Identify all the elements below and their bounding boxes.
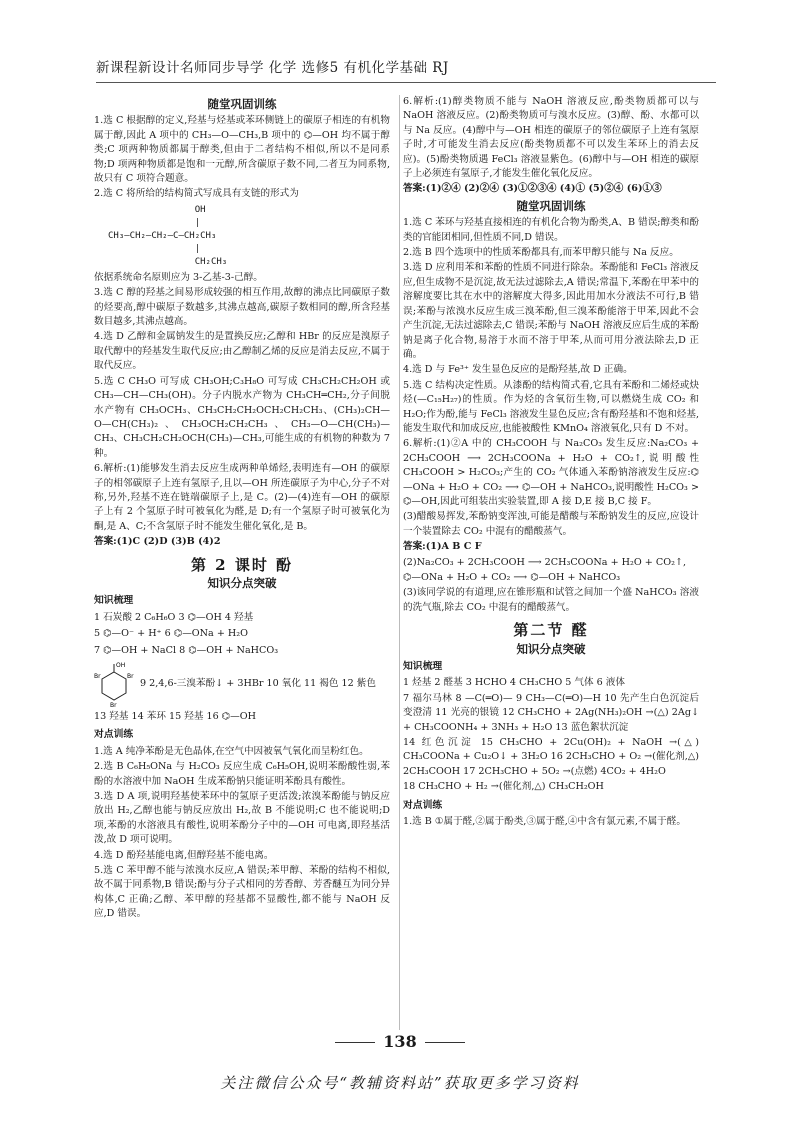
lesson-title: 第 2 课时 酚 xyxy=(190,555,294,574)
svg-text:OH: OH xyxy=(116,662,126,669)
lesson-subtitle: 知识分点突破 xyxy=(207,575,277,590)
knowledge-heading: 知识梳理 xyxy=(94,595,134,607)
aldehyde-knowledge-1: 1 烃基 2 醛基 3 HCHO 4 CH₃CHO 5 气体 6 液体 xyxy=(403,677,625,689)
section-title-aldehyde: 第二节 醛 xyxy=(513,621,589,640)
consolidation-key-3: ⌬—ONa + H₂O + CO₂ ⟶ ⌬—OH + NaHCO₃ xyxy=(403,572,621,583)
knowledge-line-3: 7 ⌬—OH + NaCl 8 ⌬—OH + NaHCO₃ xyxy=(94,644,279,656)
svg-text:Br: Br xyxy=(110,702,117,708)
footer-watermark-note: 关注微信公众号“教辅资料站”获取更多学习资料 xyxy=(220,1074,580,1092)
page-number-dash-left xyxy=(335,1042,375,1043)
practice-5: 5.选 C 苯甲醇不能与浓溴水反应,A 错误;苯甲醇、苯酚的结构不相似,故不属于同系物,B 错误;酚与分子式相同的芳香醇、芳香醚互为同分异构体,C 正确;乙醇、苯甲醇的羟基都不显酸性,都不能与 NaOH 反应,D 错误。 xyxy=(94,865,390,920)
aldehyde-knowledge-2: 7 福尔马林 8 —C(═O)— 9 CH₃—C(═O)—H 10 先产生白色沉淀后变澄清 11 光亮的银镜 12 CH₃CHO + 2Ag(NH₃)₂OH →(△) 2Ag↓ + CH₃COONH₄ + 3NH₃ + H₂O 13 蓝色絮状沉淀 xyxy=(403,692,699,733)
aldehyde-practice-1: 1.选 B ①属于醛,②属于酚类,③属于醛,④中含有氯元素,不属于醛。 xyxy=(403,816,686,828)
answer-3: 3.选 C 醇的羟基之间易形成较强的相互作用,故醇的沸点比同碳原子数的烃要高,醇中碳原子数越多,其沸点越高,碳原子数相同的醇,所含羟基数目越多,其沸点越高。 xyxy=(94,287,390,328)
answer-6: 6.解析:(1)能够发生消去反应生成两种单烯烃,表明连有—OH 的碳原子的相邻碳原子上连有氢原子,且以—OH 所连碳原子为中心,分子不对称,另外,羟基不连在链端碳原子上,是 C。(2)—(4)连有—OH 的碳原子上有 2 个氢原子时可被氧化为醛,是 D;有一个氢原子时可被氧化为酮,是 A、C;不含氢原子时不能发生催化氧化,是 B。 xyxy=(94,463,390,532)
knowledge-line-4: OH Br Br Br 9 2,4,6-三溴苯酚↓ + 3HBr 10 氧化 11 褐色 12 紫色 xyxy=(94,662,376,708)
consolidation-5: 5.选 C 结构决定性质。从漆酚的结构简式看,它具有苯酚和二烯烃或炔烃(—C₁₅H₂₇)的性质。作为烃的含氧衍生物,可以燃烧生成 CO₂ 和 H₂O;作为酚,能与 FeCl₃ 溶液发生显色反应;含有酚羟基和不饱和烃基,能发生取代和加成反应,也能被酸性 KMnO₄ 溶液氧化,只有 D 不对。 xyxy=(403,379,699,434)
answer-2: 2.选 C 将所给的结构简式写成具有支链的形式为 xyxy=(94,188,299,200)
consolidation-6: 6.解析:(1)②A 中的 CH₃COOH 与 Na₂CO₃ 发生反应:Na₂CO₃ + 2CH₃COOH ⟶ 2CH₃COONa + H₂O + CO₂↑,说明酸性 CH₃COOH > H₂CO₃;产生的 CO₂ 气体通入苯酚钠溶液发生反应:⌬—ONa + H₂O + CO₂ ⟶ ⌬—OH + NaHCO₃,说明酸性 H₂CO₃ > ⌬—OH,因此可组装出实验装置,即 A 接 D,E 接 B,C 接 F。 xyxy=(403,438,699,507)
aldehyde-knowledge-4: 18 CH₃CHO + H₂ →(催化剂,△) CH₃CH₂OH xyxy=(403,781,604,793)
practice-3: 3.选 D A 项,说明羟基使苯环中的氢原子更活泼;浓溴苯酚能与钠反应放出 H₂,乙醇也能与钠反应放出 H₂,故 B 不能说明;C 也不能说明;D 项,苯酚的水溶液具有酸性,说明苯酚分子中的—OH 可电离,即羟基活泼,故 D 项可说明。 xyxy=(94,791,390,846)
svg-text:Br: Br xyxy=(127,673,134,680)
consolidation-key-1: 答案:(1)A B C F xyxy=(403,541,482,553)
consolidation-3: 3.选 D 应利用苯和苯酚的性质不同进行除杂。苯酚能和 FeCl₃ 溶液反应,但生成物不是沉淀,故无法过滤除去,A 错误;常温下,苯酚在甲苯中的溶解度要比其在水中的溶解度大得多,因此用加水分液法不可行,B 错误;苯酚与浓溴水反应生成三溴苯酚,但三溴苯酚能溶于甲苯,因此不会产生沉淀,无法过滤除去,C 错误;苯酚与 NaOH 溶液反应后生成的苯酚钠是离子化合物,易溶于水而不溶于甲苯,从而可用分液法除去,D 正确。 xyxy=(403,262,700,360)
page-number-dash-right xyxy=(425,1042,465,1043)
practice-heading: 对点训练 xyxy=(94,729,134,741)
structural-formula: OH | CH₃—CH₂—CH₂—C—CH₂CH₃ | CH₂CH₃ xyxy=(108,204,228,267)
knowledge-line-2: 5 ⌬—O⁻ + H⁺ 6 ⌬—ONa + H₂O xyxy=(94,628,248,640)
consolidation-6b: (3)醋酸易挥发,苯酚钠变浑浊,可能是醋酸与苯酚钠发生的反应,应设计一个装置除去 CO₂ 中混有的醋酸蒸气。 xyxy=(403,511,699,537)
knowledge-line-1: 1 石炭酸 2 C₆H₆O 3 ⌬—OH 4 羟基 xyxy=(94,611,254,623)
tribromophenol-structure-icon xyxy=(94,660,134,708)
answer-6-continued-key: 答案:(1)②④ (2)②④ (3)①②③④ (4)① (5)②④ (6)①③ xyxy=(403,183,662,195)
aldehyde-knowledge-3: 14 红色沉淀 15 CH₃CHO + 2Cu(OH)₂ + NaOH →(△) CH₃COONa + Cu₂O↓ + 3H₂O 16 2CH₃CHO + O₂ →(催化剂,△) 2CH₃COOH 17 2CH₃CHO + 5O₂ →(点燃) 4CO₂ + 4H₂O xyxy=(403,737,699,777)
section-title-consolidation-2: 随堂巩固训练 xyxy=(516,198,586,213)
consolidation-4: 4.选 D 与 Fe³⁺ 发生显色反应的是酚羟基,故 D 正确。 xyxy=(403,364,633,376)
knowledge-line-5: 13 羟基 14 苯环 15 羟基 16 ⌬—OH xyxy=(94,711,256,722)
practice-4: 4.选 D 酚羟基能电离,但醇羟基不能电离。 xyxy=(94,849,274,861)
consolidation-2: 2.选 B 四个选项中的性质苯酚都具有,而苯甲醇只能与 Na 反应。 xyxy=(403,247,679,259)
section-subtitle-aldehyde: 知识分点突破 xyxy=(516,641,586,656)
running-header: 新课程新设计名师同步导学 化学 选修5 有机化学基础 RJ xyxy=(96,56,716,83)
consolidation-key-2: (2)Na₂CO₃ + 2CH₃COOH ⟶ 2CH₃COONa + H₂O + CO₂↑, xyxy=(403,556,687,568)
practice-heading-2: 对点训练 xyxy=(403,799,443,811)
consolidation-key-4: (3)该同学说的有道理,应在锥形瓶和试管之间加一个盛 NaHCO₃ 溶液的洗气瓶,除去 CO₂ 中混有的醋酸蒸气。 xyxy=(403,587,699,613)
practice-1: 1.选 A 纯净苯酚是无色晶体,在空气中因被氧气氧化而呈粉红色。 xyxy=(94,745,369,757)
consolidation-1: 1.选 C 苯环与羟基直接相连的有机化合物为酚类,A、B 错误;醇类和酚类的官能团相同,但性质不同,D 错误。 xyxy=(403,217,699,243)
answer-2-conclusion: 依据系统命名原则应为 3-乙基-3-己醇。 xyxy=(94,271,263,283)
column-divider xyxy=(399,95,400,1030)
practice-2: 2.选 B C₆H₅ONa 与 H₂CO₃ 反应生成 C₆H₅OH,说明苯酚酸性弱,苯酚的水溶液中加 NaOH 生成苯酚钠只能证明苯酚具有酸性。 xyxy=(94,761,390,787)
knowledge-heading-2: 知识梳理 xyxy=(403,661,443,673)
answer-6-continued: 6.解析:(1)醇类物质不能与 NaOH 溶液反应,酚类物质都可以与 NaOH 溶液反应。(2)酚类物质可与溴水反应。(3)醇、酚、水都可以与 Na 反应。(4)醇中与—OH 相连的碳原子的邻位碳原子上连有氢原子时,才可能发生消去反应(酚类物质都不可以发生苯环上的消去反应)。(5)酚类物质遇 FeCl₃ 溶液显紫色。(6)醇中与—OH 相连的碳原子上必须连有氢原子,才能发生催化氧化反应。 xyxy=(403,96,699,180)
answer-1: 1.选 C 根据醇的定义,羟基与烃基或苯环侧链上的碳原子相连的有机物属于醇,因此 A 项中的 CH₃—O—CH₃,B 项中的 ⌬—OH 均不属于醇类;C 项两种物质都属于醇类,但由于二者结构不相似,所以不是同系物;D 项两种物质都是饱和一元醇,所含碳原子数不同,二者互为同系物,故只有 C 项符合题意。 xyxy=(94,115,390,185)
right-column xyxy=(403,95,699,831)
svg-text:Br: Br xyxy=(94,673,101,680)
page-number: 138 xyxy=(0,1032,800,1051)
section-title-consolidation: 随堂巩固训练 xyxy=(207,97,277,111)
answer-6-key: 答案:(1)C (2)D (3)B (4)2 xyxy=(94,536,221,548)
answer-5: 5.选 C CH₃O 可写成 CH₃OH;C₃H₈O 可写成 CH₃CH₂CH₂OH 或 CH₃—CH—CH₃(OH)。分子内脱水产物为 CH₃CH═CH₂,分子间脱水产物有 CH₃OCH₃、CH₃CH₂CH₂OCH₂CH₂CH₃、(CH₃)₂CH—O—CH(CH₃)₂、CH₃OCH₂CH₂CH₃、CH₃—O—CH(CH₃)—CH₃、CH₃CH₂CH₂OCH(CH₃)—CH₃,可能生成的有机物的种数为 7 种。 xyxy=(94,375,390,459)
left-column xyxy=(94,95,390,923)
answer-4: 4.选 D 乙醇和金属钠发生的是置换反应;乙醇和 HBr 的反应是溴原子取代醇中的羟基发生取代反应;由乙醇制乙烯的反应是消去反应,不属于取代反应。 xyxy=(94,331,390,372)
